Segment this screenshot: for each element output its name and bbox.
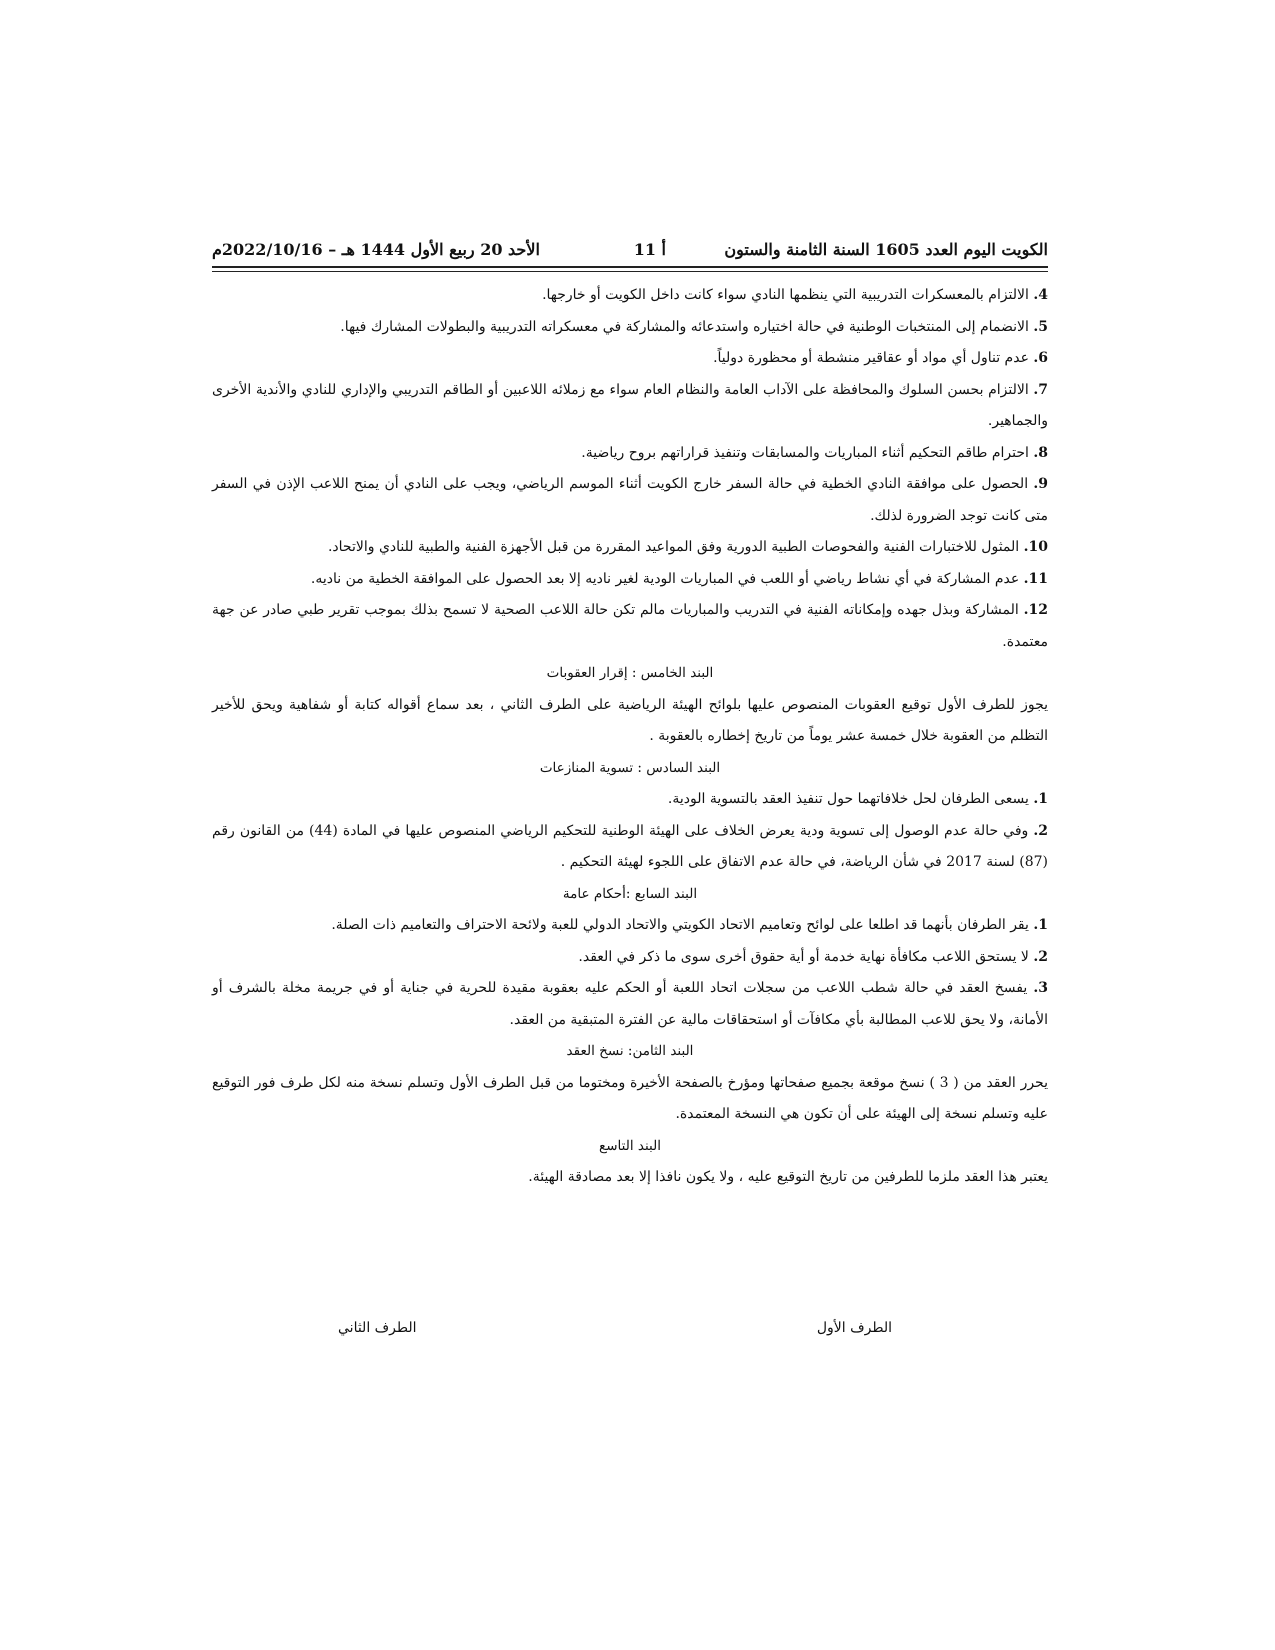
section-title: البند السابع :أحكام عامة xyxy=(562,885,698,902)
header-rule xyxy=(212,266,1048,268)
clause-item: 10. المثول للاختبارات الفنية والفحوصات الطبية الدورية وفق المواعيد المقررة من قبل الأجهزة الفنية والطبية للنادي والاتحاد. xyxy=(327,539,1048,555)
section-title: البند التاسع xyxy=(599,1137,661,1154)
clause-item: 2. لا يستحق اللاعب مكافأة نهاية خدمة أو أية حقوق أخرى سوى ما ذكر في العقد. xyxy=(578,948,1048,965)
page-number: أ 11 xyxy=(633,240,666,259)
clause-item: 1. يسعى الطرفان لحل خلافاتهما حول تنفيذ العقد بالتسوية الودية. xyxy=(667,791,1048,807)
gazette-issue: الكويت اليوم العدد 1605 السنة الثامنة والستون xyxy=(724,240,1048,259)
clause-item: 5. الانضمام إلى المنتخبات الوطنية في حالة اختياره واستدعائه والمشاركة في معسكراته التدريبية والبطولات المشارك فيها. xyxy=(340,318,1048,335)
clause-item: 4. الالتزام بالمعسكرات التدريبية التي ينظمها النادي سواء كانت داخل الكويت أو خارجها. xyxy=(542,287,1048,303)
section-title: البند الخامس : إقرار العقوبات xyxy=(546,665,714,681)
page-header xyxy=(212,236,1048,264)
clause-item: 9. الحصول على موافقة النادي الخطية في حالة السفر خارج الكويت أثناء الموسم الرياضي، ويجب على النادي أن يمنح اللاعب الإذن في السفر متى كانت توجد الضرورة لذلك. xyxy=(212,476,1048,524)
section-text: يعتبر هذا العقد ملزما للطرفين من تاريخ التوقيع عليه ، ولا يكون نافذا إلا بعد مصادقة الهيئة. xyxy=(528,1169,1048,1185)
first-party-label: الطرف الأول xyxy=(816,1320,892,1336)
section-text: يجوز للطرف الأول توقيع العقوبات المنصوص عليها بلوائح الهيئة الرياضية على الطرف الثاني ، بعد سماع أقواله كتابة أو شفاهية ويحق للأخير التظلم من العقوبة خلال خمسة عشر يوماً من تاريخ إخطاره بالعقوبة . xyxy=(212,696,1048,744)
clause-item: 1. يقر الطرفان بأنهما قد اطلعا على لوائح وتعاميم الاتحاد الكويتي والاتحاد الدولي للعبة ولائحة الاحتراف والتعاميم ذات الصلة. xyxy=(331,917,1048,933)
clause-item: 2. وفي حالة عدم الوصول إلى تسوية ودية يعرض الخلاف على الهيئة الوطنية للتحكيم الرياضي المنصوص عليها في المادة (44) من القانون رقم (87) لسنة 2017 في شأن الرياضة، في حالة عدم الاتفاق على اللجوء لهيئة التحكيم . xyxy=(212,822,1049,870)
clause-item: 3. يفسخ العقد في حالة شطب اللاعب من سجلات اتحاد اللعبة أو الحكم عليه بعقوبة مقيدة للحرية في جناية أو في جريمة مخلة بالشرف أو الأمانة، ولا يحق للاعب المطالبة بأي مكافآت أو استحقاقات مالية عن الفترة المتبقية من العقد. xyxy=(212,980,1049,1028)
second-party-label: الطرف الثاني xyxy=(338,1320,417,1336)
document-body xyxy=(212,280,1048,1194)
section-title: البند السادس : تسوية المنازعات xyxy=(539,759,721,776)
clause-item: 8. احترام طاقم التحكيم أثناء المباريات والمسابقات وتنفيذ قراراتهم بروح رياضية. xyxy=(581,444,1048,461)
clause-item: 12. المشاركة وبذل جهده وإمكاناته الفنية في التدريب والمباريات مالم تكن حالة اللاعب الصحية لا تسمح بذلك بموجب تقرير طبي صادر عن جهة معتمدة. xyxy=(212,602,1048,650)
header-rule-thin xyxy=(212,271,1048,272)
signature-block xyxy=(212,1320,1048,1350)
section-title: البند الثامن: نسخ العقد xyxy=(566,1043,694,1059)
clause-item: 6. عدم تناول أي مواد أو عقاقير منشطة أو محظورة دولياً. xyxy=(713,350,1048,366)
section-text: يحرر العقد من ( 3 ) نسخ موقعة بجميع صفحاتها ومؤرخ بالصفحة الأخيرة ومختوما من قبل الطرف الأول وتسلم نسخة منه لكل طرف فور التوقيع عليه وتسلم نسخة إلى الهيئة على أن تكون هي النسخة المعتمدة. xyxy=(212,1074,1048,1122)
clause-item: 7. الالتزام بحسن السلوك والمحافظة على الآداب العامة والنظام العام سواء مع زملائه اللاعبين أو الطاقم التدريبي والإداري للنادي والأندية الأخرى والجماهير. xyxy=(212,381,1048,429)
clause-item: 11. عدم المشاركة في أي نشاط رياضي أو اللعب في المباريات الودية لغير ناديه إلا بعد الحصول على الموافقة الخطية من ناديه. xyxy=(310,570,1048,587)
issue-date: الأحد 20 ربيع الأول 1444 هـ – 2022/10/16م xyxy=(212,240,540,259)
